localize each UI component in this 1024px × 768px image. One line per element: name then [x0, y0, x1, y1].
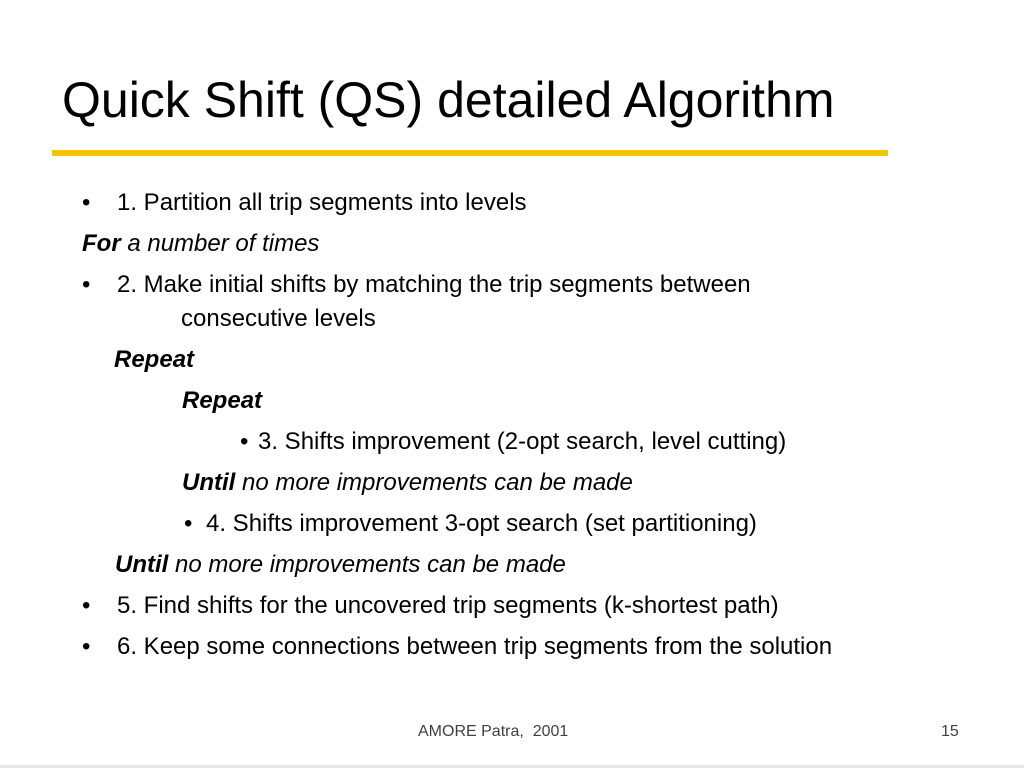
title-underline: [52, 150, 888, 156]
page-number: 15: [941, 723, 959, 740]
repeat-outer-keyword: Repeat: [114, 346, 195, 373]
bullet-icon: •: [240, 428, 249, 455]
step-6-text: 6. Keep some connections between trip segments from the solution: [117, 633, 833, 660]
bullet-icon: •: [82, 189, 91, 216]
until-outer-line: [115, 551, 566, 579]
step-5-text: 5. Find shifts for the uncovered trip segments (k-shortest path): [117, 592, 779, 619]
step-3-text: 3. Shifts improvement (2-opt search, level cutting): [258, 428, 787, 455]
until-inner-text: no more improvements can be made: [242, 469, 633, 496]
bullet-icon: •: [82, 592, 91, 619]
bullet-icon: •: [184, 510, 193, 537]
for-loop-text: a number of times: [127, 230, 320, 257]
until-inner-keyword: Until: [182, 469, 236, 496]
repeat-inner-keyword: Repeat: [182, 387, 263, 414]
until-inner-line: [182, 469, 633, 497]
for-keyword: For: [82, 230, 121, 257]
step-2-text-line1: 2. Make initial shifts by matching the trip segments between: [117, 271, 751, 298]
step-1-text: 1. Partition all trip segments into levels: [117, 189, 527, 216]
bullet-icon: •: [82, 633, 91, 660]
bullet-icon: •: [82, 271, 91, 298]
slide-title: Quick Shift (QS) detailed Algorithm: [62, 72, 835, 128]
footer-text: AMORE Patra, 2001: [418, 723, 569, 740]
for-loop-line: [82, 230, 319, 258]
step-2-text-line2: consecutive levels: [181, 305, 376, 332]
until-outer-keyword: Until: [115, 551, 169, 578]
step-4-text: 4. Shifts improvement 3-opt search (set partitioning): [206, 510, 757, 537]
until-outer-text: no more improvements can be made: [175, 551, 566, 578]
